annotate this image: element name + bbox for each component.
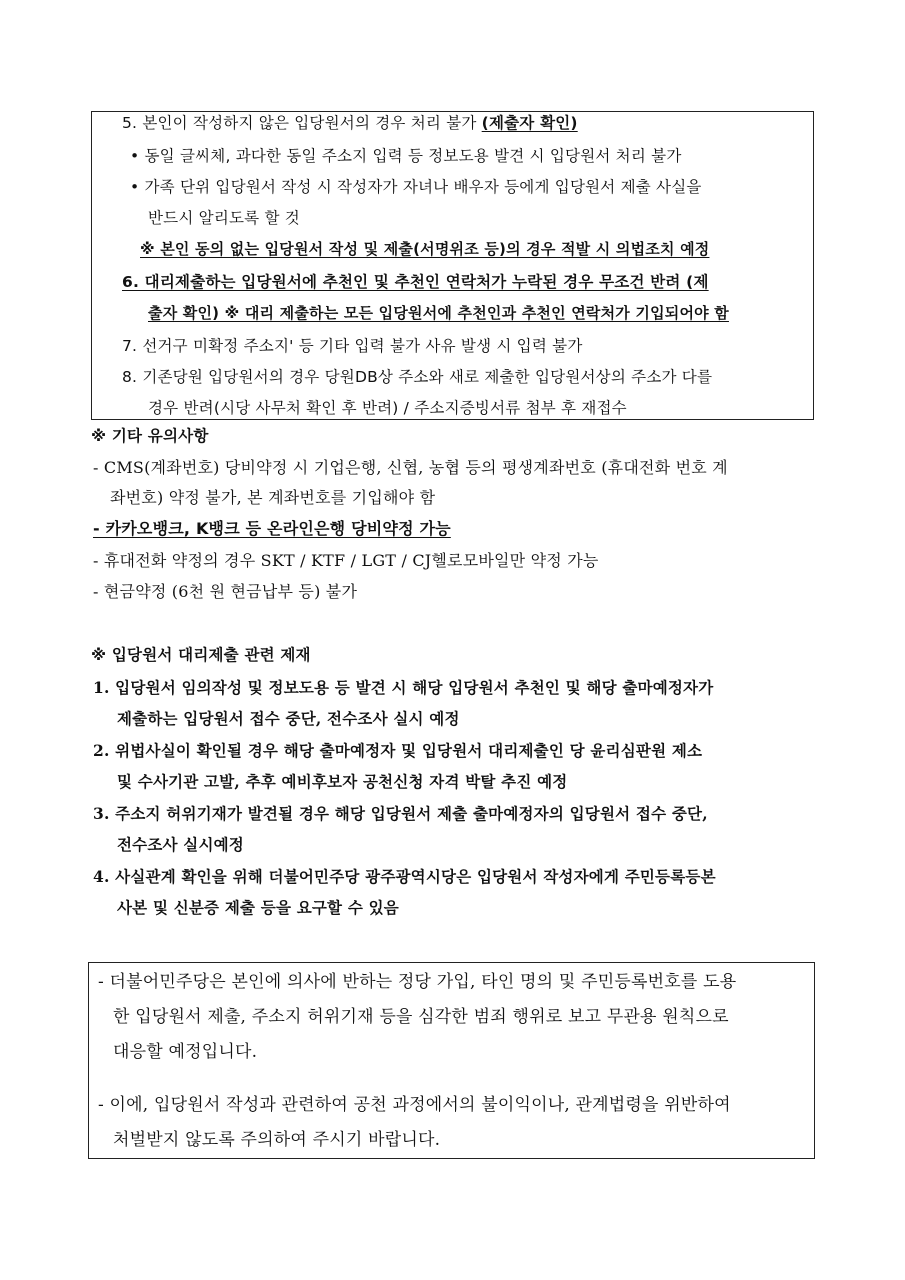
note-mobile: - 휴대전화 약정의 경우 SKT / KTF / LGT / CJ헬로모바일만 약정 가능 xyxy=(93,551,599,570)
sanction-3-line2: 전수조사 실시예정 xyxy=(117,835,244,854)
consent-warning: ※ 본인 동의 없는 입당원서 작성 및 제출(서명위조 등)의 경우 적발 시 의법조치 예정 xyxy=(140,240,710,258)
sanction-2-line1: 2. 위법사실이 확인될 경우 해당 출마예정자 및 입당원서 대리제출인 당 윤리심판원 제소 xyxy=(93,741,703,760)
sanction-1-line2: 제출하는 입당원서 접수 중단, 전수조사 실시 예정 xyxy=(117,709,460,728)
notice-line3: 대응할 예정입니다. xyxy=(113,1042,258,1062)
other-notes-heading: ※ 기타 유의사항 xyxy=(91,427,209,445)
item-6-line2: 출자 확인) ※ 대리 제출하는 모든 입당원서에 추천인과 추천인 연락처가 기입되어야 함 xyxy=(148,304,729,322)
note-cash: - 현금약정 (6천 원 현금납부 등) 불가 xyxy=(93,582,358,601)
note-cms-line1: - CMS(계좌번호) 당비약정 시 기업은행, 신협, 농협 등의 평생계좌번호 (휴대전화 번호 계 xyxy=(93,458,728,477)
item-6-line1: 6. 대리제출하는 입당원서에 추천인 및 추천인 연락처가 누락된 경우 무조건 반려 (제 xyxy=(122,273,709,291)
item-8-line2: 경우 반려(시당 사무처 확인 후 반려) / 주소지증빙서류 첨부 후 재접수 xyxy=(148,399,627,417)
notice-line1: - 더불어민주당은 본인에 의사에 반하는 정당 가입, 타인 명의 및 주민등록번호를 도용 xyxy=(98,972,737,992)
item-8-line1: 8. 기존당원 입당원서의 경우 당원DB상 주소와 새로 제출한 입당원서상의 주소가 다를 xyxy=(122,368,713,386)
notice-line2: 한 입당원서 제출, 주소지 허위기재 등을 심각한 범죄 행위로 보고 무관용 원칙으로 xyxy=(113,1007,729,1027)
item-5 xyxy=(122,116,578,132)
sanction-4-line2: 사본 및 신분증 제출 등을 요구할 수 있음 xyxy=(117,898,399,917)
notice-line4: - 이에, 입당원서 작성과 관련하여 공천 과정에서의 불이익이나, 관계법령을 위반하여 xyxy=(98,1095,731,1115)
note-cms-line2: 좌번호) 약정 불가, 본 계좌번호를 기입해야 함 xyxy=(110,488,436,507)
item-5-emphasis: (제출자 확인) xyxy=(481,114,578,132)
bullet-same-handwriting: • 동일 글씨체, 과다한 동일 주소지 입력 등 정보도용 발견 시 입당원서 처리 불가 xyxy=(130,147,682,165)
item-7: 7. 선거구 미확정 주소지' 등 기타 입력 불가 사유 발생 시 입력 불가 xyxy=(122,337,583,355)
sanction-4-line1: 4. 사실관계 확인을 위해 더불어민주당 광주광역시당은 입당원서 작성자에게 주민등록등본 xyxy=(93,867,716,886)
item-5-text: 5. 본인이 작성하지 않은 입당원서의 경우 처리 불가 xyxy=(122,114,482,132)
note-online-bank: - 카카오뱅크, K뱅크 등 온라인은행 당비약정 가능 xyxy=(93,519,451,538)
bullet-family-line2: 반드시 알리도록 할 것 xyxy=(148,209,300,227)
sanctions-heading: ※ 입당원서 대리제출 관련 제재 xyxy=(91,646,311,664)
notice-line5: 처벌받지 않도록 주의하여 주시기 바랍니다. xyxy=(113,1130,441,1150)
sanction-1-line1: 1. 입당원서 임의작성 및 정보도용 등 발견 시 해당 입당원서 추천인 및 해당 출마예정자가 xyxy=(93,678,714,697)
bullet-family-line1: • 가족 단위 입당원서 작성 시 작성자가 자녀나 배우자 등에게 입당원서 제출 사실을 xyxy=(130,178,702,196)
sanction-2-line2: 및 수사기관 고발, 추후 예비후보자 공천신청 자격 박탈 추진 예정 xyxy=(117,772,568,791)
sanction-3-line1: 3. 주소지 허위기재가 발견될 경우 해당 입당원서 제출 출마예정자의 입당원서 접수 중단, xyxy=(93,804,708,823)
